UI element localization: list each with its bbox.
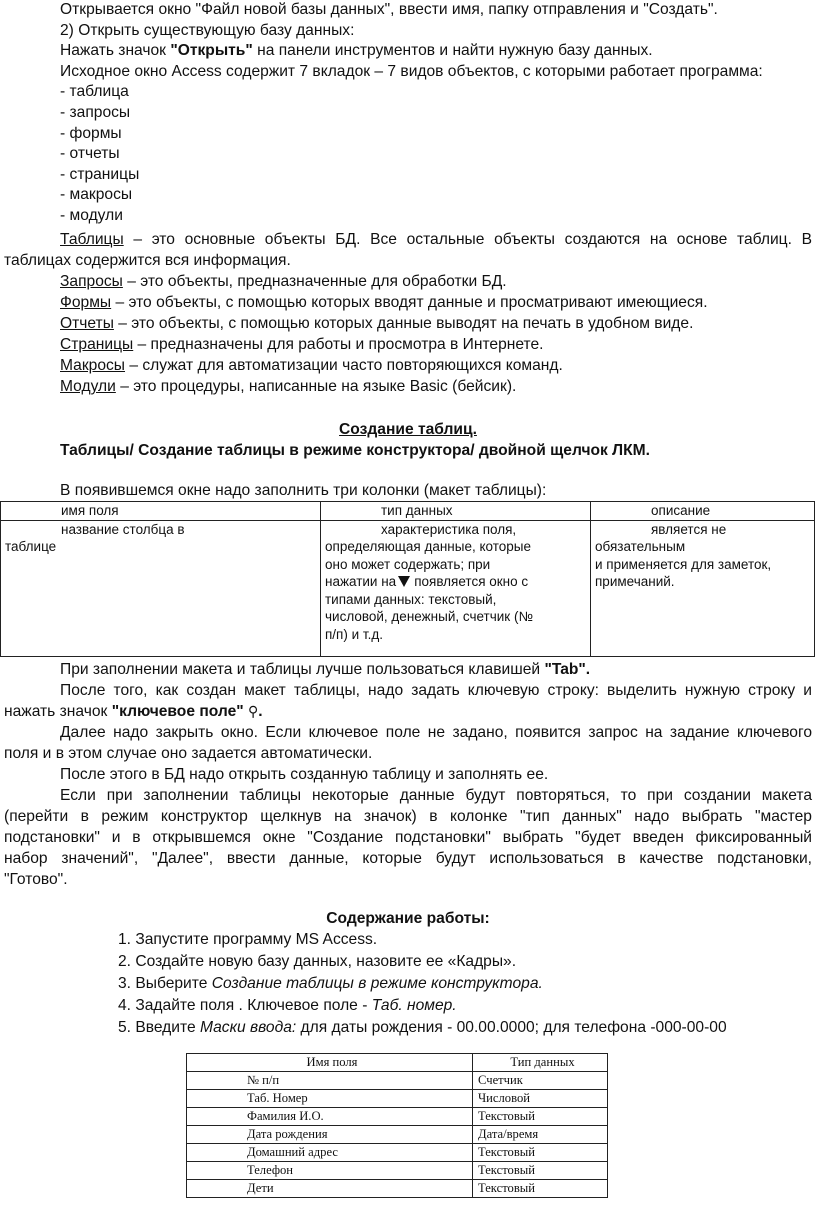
header-field-name: Имя поля xyxy=(187,1054,473,1072)
list-item: 1. Запустите программу MS Access. xyxy=(118,931,378,948)
list-item: 5. Введите Маски ввода: для даты рождения - 00.00.0000; для телефона -000-00-00 xyxy=(118,1019,727,1036)
object-item: - запросы xyxy=(60,104,131,121)
repeat-line-2: (перейти в режим конструктор щелкнув на значок) в колонке "тип данных" надо выбрать "мастер xyxy=(4,808,812,825)
fields-table xyxy=(186,1053,608,1198)
object-item: - отчеты xyxy=(60,145,120,163)
intro-line-2: 2) Открыть существующую базу данных: xyxy=(60,21,355,39)
tab-tip: При заполнении макета и таблицы лучше пользоваться клавишей "Tab". xyxy=(60,661,591,678)
fill-line: После этого в БД надо открыть созданную таблицу и заполнять ее. xyxy=(60,766,549,783)
layout-table-lead: В появившемся окне надо заполнить три колонки (макет таблицы): xyxy=(60,482,547,499)
object-item: - модули xyxy=(60,207,123,224)
table-row: Дети Текстовый xyxy=(187,1180,608,1198)
intro-line-3: Нажать значок "Открыть" на панели инструментов и найти нужную базу данных. xyxy=(60,42,653,60)
object-item: - макросы xyxy=(60,186,133,204)
section-title-create-tables: Создание таблиц. xyxy=(339,421,477,438)
table-row: Дата рождения Дата/время xyxy=(187,1126,608,1144)
list-item: 2. Создайте новую базу данных, назовите ее «Кадры». xyxy=(118,953,517,970)
header-description: описание xyxy=(591,502,815,521)
fields-table-header xyxy=(187,1054,608,1072)
dropdown-triangle-icon xyxy=(398,576,410,587)
cell-description: является не обязательным и применяется для заметок, примечаний. xyxy=(591,520,815,656)
key-icon: ⚲ xyxy=(248,704,259,720)
object-item: - страницы xyxy=(60,165,140,183)
def-reports: Отчеты – это объекты, с помощью которых данные выводят на печать в удобном виде. xyxy=(60,315,694,332)
layout-table-header xyxy=(1,502,815,521)
header-data-type: тип данных xyxy=(321,502,591,521)
def-pages: Страницы – предназначены для работы и просмотра в Интернете. xyxy=(60,336,544,353)
header-field-name: имя поля xyxy=(1,502,321,521)
close-line-2: поля и в этом случае оно задается автоматически. xyxy=(4,745,373,762)
header-data-type: Тип данных xyxy=(473,1054,608,1072)
def-queries: Запросы – это объекты, предназначенные для обработки БД. xyxy=(60,273,507,290)
cell-data-type: характеристика поля, определяющая данные, которые оно может содержать; при нажатии на появляется окно с типами данных: текстовый, числовой, денежный, счетчик (№ п/п) и т.д. xyxy=(321,520,591,656)
table-row: Таб. Номер Числовой xyxy=(187,1090,608,1108)
intro-line-1: Открывается окно "Файл новой базы данных", ввести имя, папку отправления и "Создать". xyxy=(60,1,718,18)
cell-field-name: название столбца в таблице xyxy=(1,520,321,656)
key-line-2: нажать значок "ключевое поле" ⚲. xyxy=(4,703,263,720)
object-item: - таблица xyxy=(60,83,129,101)
repeat-line-4: набор значений", "Далее", ввести данные, которые будут использоваться в качестве подстановки, xyxy=(4,850,812,867)
def-tables-line-1: Таблицы – это основные объекты БД. Все остальные объекты создаются на основе таблиц. В xyxy=(60,231,812,248)
layout-table-row xyxy=(1,520,815,656)
table-row: Домашний адрес Текстовый xyxy=(187,1144,608,1162)
work-title: Содержание работы: xyxy=(326,910,490,927)
object-item: - формы xyxy=(60,124,122,142)
def-forms: Формы – это объекты, с помощью которых вводят данные и просматривают имеющиеся. xyxy=(60,294,708,311)
table-row: Фамилия И.О. Текстовый xyxy=(187,1108,608,1126)
table-row: Телефон Текстовый xyxy=(187,1162,608,1180)
list-item: 3. Выберите Создание таблицы в режиме конструктора. xyxy=(118,975,543,992)
layout-table xyxy=(0,501,815,657)
repeat-line-5: "Готово". xyxy=(4,871,68,888)
repeat-line-3: подстановки" и в открывшемся окне "Создание подстановки" выбрать "будет введен фиксированный xyxy=(4,829,812,846)
work-steps xyxy=(118,929,727,1039)
key-line-1: После того, как создан макет таблицы, надо задать ключевую строку: выделить нужную строку и xyxy=(60,682,812,699)
close-line-1: Далее надо закрыть окно. Если ключевое поле не задано, появится запрос на задание ключевого xyxy=(60,724,812,741)
def-modules: Модули – это процедуры, написанные на языке Basic (бейсик). xyxy=(60,378,517,395)
intro-line-4: Исходное окно Access содержит 7 вкладок – 7 видов объектов, с которыми работает программа: xyxy=(60,62,763,80)
section-subtitle-path: Таблицы/ Создание таблицы в режиме конструктора/ двойной щелчок ЛКМ. xyxy=(60,442,650,459)
repeat-line-1: Если при заполнении таблицы некоторые данные будут повторяться, то при создании макета xyxy=(60,787,812,804)
open-icon-label: "Открыть" xyxy=(170,42,253,60)
def-macros: Макросы – служат для автоматизации часто повторяющихся команд. xyxy=(60,357,563,374)
list-item: 4. Задайте поля . Ключевое поле - Таб. номер. xyxy=(118,997,457,1014)
def-tables-line-2: таблицах содержится вся информация. xyxy=(4,252,291,269)
table-row: № п/п Счетчик xyxy=(187,1072,608,1090)
